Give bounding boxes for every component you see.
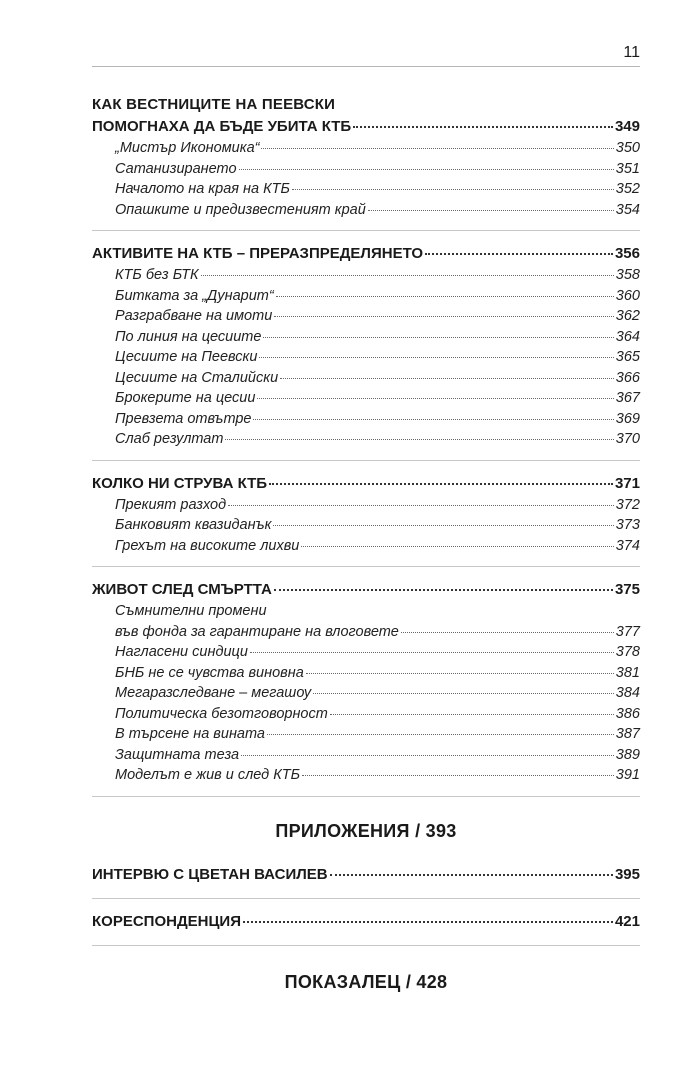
dot-leader bbox=[259, 357, 613, 358]
appendix-heading[interactable]: ПРИЛОЖЕНИЯ / 393 bbox=[275, 820, 457, 841]
dot-leader bbox=[276, 296, 614, 297]
section-title: КОЛКО НИ СТРУВА КТБ bbox=[92, 474, 268, 492]
appendix-entry-title: ИНТЕРВЮ С ЦВЕТАН ВАСИЛЕВ bbox=[92, 865, 328, 883]
toc-section bbox=[92, 473, 640, 568]
subsection-entry[interactable] bbox=[115, 306, 640, 327]
subsection-title: В търсене на вината bbox=[115, 726, 265, 742]
subsection-title: Брокерите на цесии bbox=[115, 390, 256, 406]
subsection-page: 384 bbox=[615, 685, 640, 701]
appendix-entry-title: КОРЕСПОНДЕНЦИЯ bbox=[92, 912, 241, 930]
table-of-contents bbox=[92, 94, 640, 993]
subsection-title: „Мистър Икономика“ bbox=[115, 140, 260, 156]
subsection-entry[interactable] bbox=[115, 765, 640, 786]
subsection-entry[interactable] bbox=[115, 179, 640, 200]
subsection-title-line: Съмнителни промени bbox=[115, 603, 267, 619]
subsection-entry[interactable] bbox=[115, 622, 640, 643]
subsection-title: Банковият квазиданък bbox=[115, 517, 272, 533]
subsection-title: Сатанизирането bbox=[115, 160, 237, 177]
subsection-page: 389 bbox=[615, 746, 640, 763]
subsection-list bbox=[92, 495, 640, 557]
dot-leader bbox=[267, 734, 614, 735]
section-title: АКТИВИТЕ НА КТБ – ПРЕРАЗПРЕДЕЛЯНЕТО bbox=[92, 245, 424, 262]
subsection-page: 372 bbox=[615, 496, 640, 513]
section-entry[interactable] bbox=[92, 579, 640, 601]
subsection-page: 391 bbox=[615, 767, 640, 783]
subsection-list bbox=[92, 601, 640, 786]
subsection-entry[interactable] bbox=[115, 368, 640, 389]
divider bbox=[92, 945, 640, 946]
appendix-entry-line bbox=[92, 864, 640, 886]
subsection-page: 374 bbox=[615, 537, 640, 554]
subsection-entry[interactable] bbox=[115, 347, 640, 368]
subsection-title: Битката за „Дунарит“ bbox=[115, 287, 274, 304]
subsection-page: 367 bbox=[615, 390, 640, 406]
dot-leader bbox=[401, 632, 614, 633]
subsection-entry[interactable] bbox=[115, 495, 640, 516]
subsection-title: БНБ не се чувства виновна bbox=[115, 664, 304, 681]
index-heading[interactable]: ПОКАЗАЛЕЦ / 428 bbox=[284, 971, 448, 992]
subsection-page: 354 bbox=[615, 201, 640, 218]
subsection-entry[interactable] bbox=[115, 286, 640, 307]
subsection-page: 387 bbox=[615, 726, 640, 742]
dot-leader bbox=[269, 483, 613, 485]
toc-section bbox=[92, 579, 640, 797]
section-entry[interactable] bbox=[92, 116, 640, 138]
subsection-title: Моделът е жив и след КТБ bbox=[115, 767, 301, 783]
toc-section bbox=[92, 94, 640, 231]
toc-section bbox=[92, 243, 640, 461]
subsection-entry[interactable] bbox=[115, 663, 640, 684]
appendix-entry-line bbox=[92, 911, 640, 933]
section-entry[interactable] bbox=[92, 473, 640, 495]
dot-leader bbox=[201, 275, 614, 276]
section-page: 371 bbox=[614, 474, 640, 492]
subsection-title: Разграбване на имоти bbox=[115, 308, 273, 324]
dot-leader bbox=[353, 126, 613, 128]
subsection-entry[interactable] bbox=[115, 409, 640, 430]
subsection-entry[interactable] bbox=[115, 327, 640, 348]
dot-leader bbox=[228, 505, 614, 506]
subsection-entry[interactable] bbox=[115, 429, 640, 450]
section-page: 356 bbox=[614, 245, 640, 262]
appendix-entry[interactable] bbox=[92, 911, 640, 933]
subsection-title: Грехът на високите лихви bbox=[115, 537, 300, 554]
dot-leader bbox=[280, 378, 614, 379]
subsection-page: 364 bbox=[615, 328, 640, 345]
subsection-title: Слаб резултат bbox=[115, 431, 224, 447]
subsection-title: във фонда за гарантиране на влоговете bbox=[115, 623, 399, 640]
dot-leader bbox=[239, 169, 614, 170]
section-page: 375 bbox=[614, 581, 640, 598]
subsection-entry[interactable] bbox=[115, 683, 640, 704]
subsection-title: Мегаразследване – мегашоу bbox=[115, 685, 312, 701]
subsection-entry[interactable] bbox=[115, 138, 640, 159]
subsection-title: Политическа безотговорност bbox=[115, 705, 328, 722]
subsection-entry[interactable] bbox=[115, 724, 640, 745]
subsection-title: Цесиите на Пеевски bbox=[115, 349, 258, 365]
dot-leader bbox=[330, 874, 613, 876]
dot-leader bbox=[313, 693, 614, 694]
dot-leader bbox=[243, 921, 613, 923]
dot-leader bbox=[241, 755, 614, 756]
dot-leader bbox=[274, 589, 613, 591]
subsection-entry[interactable] bbox=[115, 265, 640, 286]
subsection-entry[interactable] bbox=[115, 704, 640, 725]
subsection-title: Цесиите на Сталийски bbox=[115, 369, 279, 386]
subsection-entry[interactable] bbox=[115, 515, 640, 536]
subsection-page: 365 bbox=[615, 349, 640, 365]
section-entry[interactable] bbox=[92, 243, 640, 265]
subsection-page: 386 bbox=[615, 705, 640, 722]
subsection-page: 370 bbox=[615, 431, 640, 447]
subsection-entry[interactable] bbox=[115, 642, 640, 663]
header-rule bbox=[92, 66, 640, 67]
appendix-entry-page: 421 bbox=[614, 912, 640, 930]
dot-leader bbox=[253, 419, 613, 420]
subsection-entry[interactable] bbox=[115, 388, 640, 409]
subsection-title: Прекият разход bbox=[115, 496, 227, 513]
subsection-list bbox=[92, 265, 640, 450]
dot-leader bbox=[368, 210, 614, 211]
subsection-list bbox=[92, 138, 640, 220]
section-title: ПОМОГНАХА ДА БЪДЕ УБИТА КТБ bbox=[92, 118, 352, 135]
dot-leader bbox=[292, 189, 614, 190]
dot-leader bbox=[301, 546, 613, 547]
subsection-page: 378 bbox=[615, 644, 640, 660]
appendix-entry-page: 395 bbox=[614, 865, 640, 883]
dot-leader bbox=[225, 439, 613, 440]
subsection-title: Защитната теза bbox=[115, 746, 240, 763]
dot-leader bbox=[257, 398, 613, 399]
dot-leader bbox=[250, 652, 614, 653]
subsection-page: 366 bbox=[615, 369, 640, 386]
section-page: 349 bbox=[614, 118, 640, 135]
subsection-title: Нагласени синдици bbox=[115, 644, 248, 660]
section-title-line: КАК ВЕСТНИЦИТЕ НА ПЕЕВСКИ bbox=[92, 96, 336, 113]
subsection-page: 373 bbox=[615, 517, 640, 533]
subsection-page: 358 bbox=[615, 267, 640, 283]
dot-leader bbox=[261, 148, 613, 149]
subsection-entry[interactable] bbox=[115, 200, 640, 221]
dot-leader bbox=[263, 337, 613, 338]
subsection-title: Опашките и предизвестеният край bbox=[115, 201, 366, 218]
subsection-entry[interactable] bbox=[115, 159, 640, 180]
subsection-page: 377 bbox=[615, 623, 640, 640]
section-title: ЖИВОТ СЛЕД СМЪРТТА bbox=[92, 581, 272, 598]
subsection-title: КТБ без БТК bbox=[115, 267, 199, 283]
page-number: 11 bbox=[623, 44, 640, 61]
dot-leader bbox=[306, 673, 614, 674]
subsection-page: 360 bbox=[615, 287, 640, 304]
divider bbox=[92, 898, 640, 899]
dot-leader bbox=[302, 775, 614, 776]
dot-leader bbox=[330, 714, 614, 715]
subsection-page: 352 bbox=[615, 181, 640, 197]
subsection-entry[interactable] bbox=[115, 536, 640, 557]
subsection-page: 369 bbox=[615, 410, 640, 427]
subsection-title: Началото на края на КТБ bbox=[115, 181, 290, 197]
dot-leader bbox=[273, 525, 613, 526]
subsection-entry[interactable] bbox=[115, 745, 640, 766]
subsection-title: По линия на цесиите bbox=[115, 328, 262, 345]
subsection-page: 362 bbox=[615, 308, 640, 324]
subsection-page: 351 bbox=[615, 160, 640, 177]
dot-leader bbox=[425, 253, 613, 255]
subsection-title: Превзета отвътре bbox=[115, 410, 252, 427]
appendix-entry[interactable] bbox=[92, 864, 640, 886]
subsection-page: 350 bbox=[615, 140, 640, 156]
dot-leader bbox=[274, 316, 614, 317]
subsection-page: 381 bbox=[615, 664, 640, 681]
